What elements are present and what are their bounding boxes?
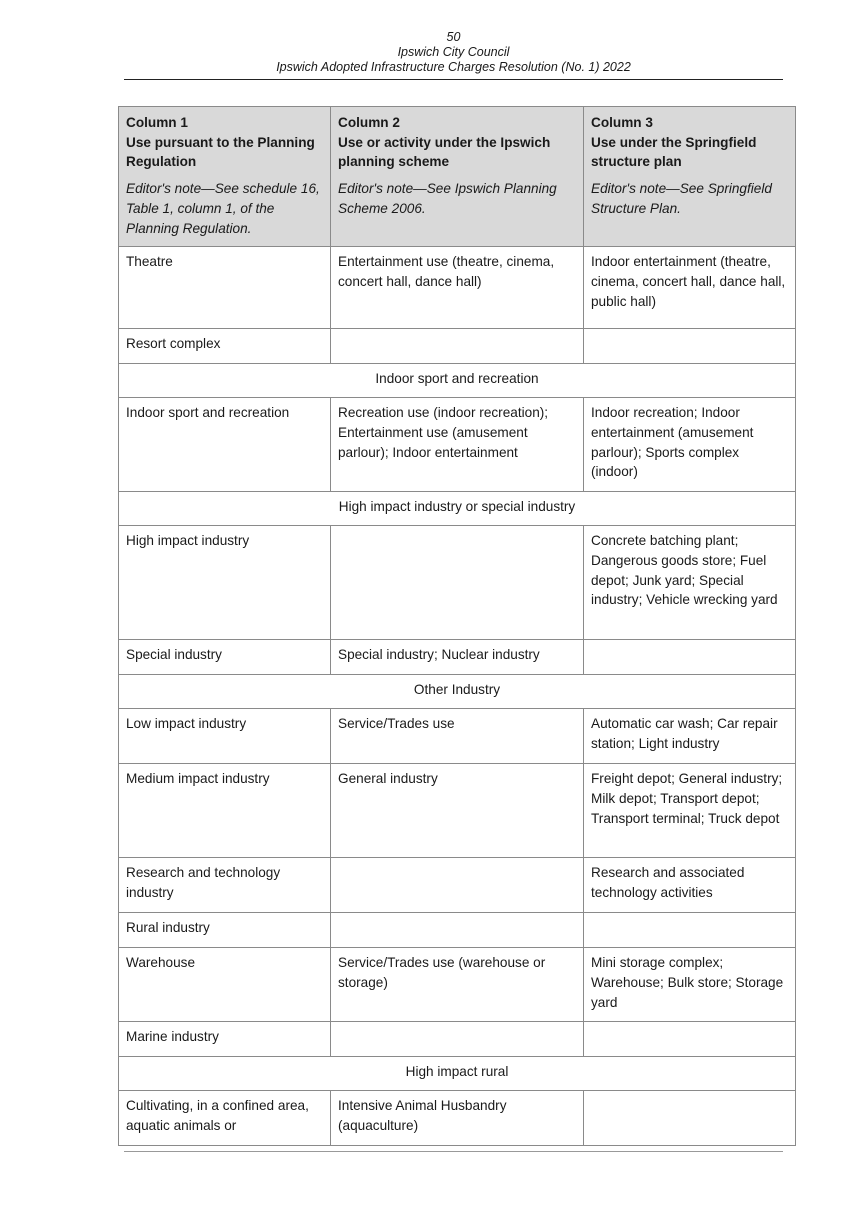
section-row [119, 675, 796, 709]
table-row [119, 526, 796, 640]
editors-note: Editor's note—See schedule 16, Table 1, column 1, of the Planning Regulation. [126, 181, 320, 236]
springfield-plan-use [584, 640, 796, 675]
table-row [119, 1022, 796, 1057]
planning-regulation-use: High impact industry [119, 526, 331, 640]
planning-regulation-use: Warehouse [119, 948, 331, 1022]
ipswich-scheme-use: Entertainment use (theatre, cinema, concert hall, dance hall) [331, 247, 584, 329]
column-title: Column 2 [338, 115, 400, 130]
planning-regulation-use: Resort complex [119, 329, 331, 364]
table-row [119, 329, 796, 364]
springfield-plan-use: Mini storage complex; Warehouse; Bulk store; Storage yard [584, 948, 796, 1022]
table-header-row [119, 107, 796, 247]
table-row [119, 709, 796, 764]
table-row [119, 858, 796, 913]
springfield-plan-use [584, 1022, 796, 1057]
section-row [119, 364, 796, 398]
table-row [119, 640, 796, 675]
section-heading: Other Industry [119, 675, 796, 709]
ipswich-scheme-use: General industry [331, 764, 584, 858]
editors-note: Editor's note—See Ipswich Planning Scheme 2006. [338, 181, 557, 216]
springfield-plan-use [584, 329, 796, 364]
column-3-header [584, 107, 796, 247]
page-number: 50 [446, 30, 461, 44]
council-name: Ipswich City Council [397, 45, 510, 59]
springfield-plan-use: Concrete batching plant; Dangerous goods store; Fuel depot; Junk yard; Special industry; Vehicle wrecking yard [584, 526, 796, 640]
section-row [119, 492, 796, 526]
page-header [124, 30, 783, 75]
planning-regulation-use: Research and technology industry [119, 858, 331, 913]
header-rule [124, 79, 783, 80]
springfield-plan-use: Research and associated technology activities [584, 858, 796, 913]
footer-rule [124, 1151, 783, 1152]
springfield-plan-use [584, 913, 796, 948]
planning-regulation-use: Theatre [119, 247, 331, 329]
ipswich-scheme-use: Special industry; Nuclear industry [331, 640, 584, 675]
ipswich-scheme-use: Service/Trades use (warehouse or storage) [331, 948, 584, 1022]
springfield-plan-use: Automatic car wash; Car repair station; Light industry [584, 709, 796, 764]
ipswich-scheme-use [331, 329, 584, 364]
table-row [119, 764, 796, 858]
planning-regulation-use: Rural industry [119, 913, 331, 948]
column-title: Column 3 [591, 115, 653, 130]
springfield-plan-use: Indoor entertainment (theatre, cinema, concert hall, dance hall, public hall) [584, 247, 796, 329]
ipswich-scheme-use [331, 1022, 584, 1057]
column-1-header [119, 107, 331, 247]
table-row [119, 1091, 796, 1146]
editors-note: Editor's note—See Springfield Structure Plan. [591, 181, 772, 216]
ipswich-scheme-use: Recreation use (indoor recreation); Entertainment use (amusement parlour); Indoor entertainment [331, 398, 584, 492]
table-row [119, 398, 796, 492]
springfield-plan-use: Freight depot; General industry; Milk depot; Transport depot; Transport terminal; Truck depot [584, 764, 796, 858]
section-heading: High impact rural [119, 1057, 796, 1091]
document-title: Ipswich Adopted Infrastructure Charges Resolution (No. 1) 2022 [276, 60, 631, 74]
column-subtitle: Use or activity under the Ipswich planning scheme [338, 134, 551, 170]
planning-regulation-use: Marine industry [119, 1022, 331, 1057]
planning-regulation-use: Special industry [119, 640, 331, 675]
section-heading: Indoor sport and recreation [119, 364, 796, 398]
ipswich-scheme-use [331, 526, 584, 640]
charges-use-table [118, 106, 796, 1146]
column-subtitle: Use under the Springfield structure plan [591, 134, 757, 170]
section-heading: High impact industry or special industry [119, 492, 796, 526]
ipswich-scheme-use [331, 913, 584, 948]
ipswich-scheme-use [331, 858, 584, 913]
planning-regulation-use: Low impact industry [119, 709, 331, 764]
springfield-plan-use [584, 1091, 796, 1146]
planning-regulation-use: Indoor sport and recreation [119, 398, 331, 492]
column-subtitle: Use pursuant to the Planning Regulation [126, 134, 315, 170]
ipswich-scheme-use: Intensive Animal Husbandry (aquaculture) [331, 1091, 584, 1146]
table-row [119, 913, 796, 948]
section-row [119, 1057, 796, 1091]
column-2-header [331, 107, 584, 247]
table-row [119, 948, 796, 1022]
table-row [119, 247, 796, 329]
column-title: Column 1 [126, 115, 188, 130]
planning-regulation-use: Medium impact industry [119, 764, 331, 858]
ipswich-scheme-use: Service/Trades use [331, 709, 584, 764]
springfield-plan-use: Indoor recreation; Indoor entertainment (amusement parlour); Sports complex (indoor) [584, 398, 796, 492]
planning-regulation-use: Cultivating, in a confined area, aquatic animals or [119, 1091, 331, 1146]
